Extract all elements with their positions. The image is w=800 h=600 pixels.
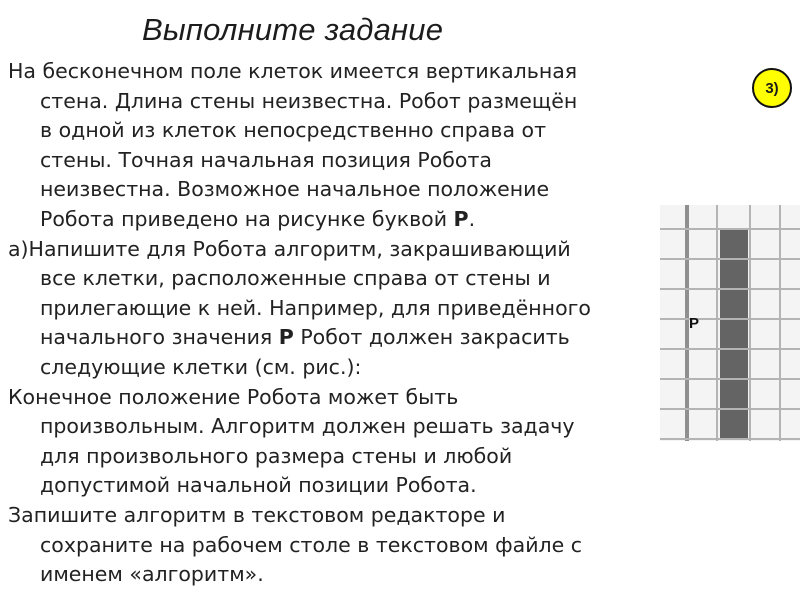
p1-line-4: стены. Точная начальная позиция Робота — [40, 147, 492, 172]
paragraph-3 — [8, 383, 658, 501]
p1-line-6 — [8, 207, 475, 231]
paragraph-1 — [8, 57, 658, 235]
p1-line-3: в одной из клеток непосредственно справа от — [40, 118, 547, 143]
p3-line-1: Конечное положение Робота может быть — [8, 384, 459, 409]
p3-line-4: допустимой начальной позиции Робота. — [40, 473, 477, 498]
p3-line-2: произвольным. Алгоритм должен решать задачу — [40, 414, 575, 439]
robot-position-label: Р — [689, 315, 700, 332]
p4-line-1: Запишите алгоритм в текстовом редакторе и — [8, 502, 506, 527]
p1-line-6-end: . — [468, 206, 476, 231]
p2-line-4 — [8, 325, 570, 349]
p2-line-2: все клетки, расположенные справа от стены и — [40, 266, 551, 291]
task-number-badge: 3) — [752, 68, 792, 108]
p2-line-3: прилегающие к ней. Например, для приведённого — [40, 295, 591, 320]
p1-line-1: На бесконечном поле клеток имеется вертикальная — [8, 59, 578, 83]
p2-robot-letter: Р — [278, 325, 294, 350]
painted-cells — [720, 229, 748, 439]
p1-line-2: стена. Длина стены неизвестна. Робот размещён — [40, 88, 578, 113]
robot-field-figure — [660, 205, 800, 441]
p2-line-5: следующие клетки (см. рис.): — [40, 354, 362, 379]
p2-line-4-end: Робот должен закрасить — [293, 325, 570, 350]
p1-line-5: неизвестна. Возможное начальное положение — [40, 177, 550, 202]
p1-robot-letter: Р — [453, 206, 469, 231]
page-title: Выполните задание — [142, 12, 444, 47]
p2-line-1: а)Напишите для Робота алгоритм, закрашивающий — [8, 236, 571, 261]
paragraph-4 — [8, 501, 658, 590]
p3-line-3: для произвольного размера стены и любой — [40, 443, 513, 468]
task-text — [8, 57, 658, 590]
p1-line-6-text: Робота приведено на рисунке буквой — [40, 206, 454, 231]
p4-line-3: именем «алгоритм». — [40, 562, 264, 587]
paragraph-2 — [8, 235, 658, 383]
p4-line-2: сохраните на рабочем столе в текстовом файле с — [40, 532, 583, 557]
p2-line-4-text: начального значения — [40, 325, 279, 350]
robot-field-grid — [660, 205, 800, 441]
